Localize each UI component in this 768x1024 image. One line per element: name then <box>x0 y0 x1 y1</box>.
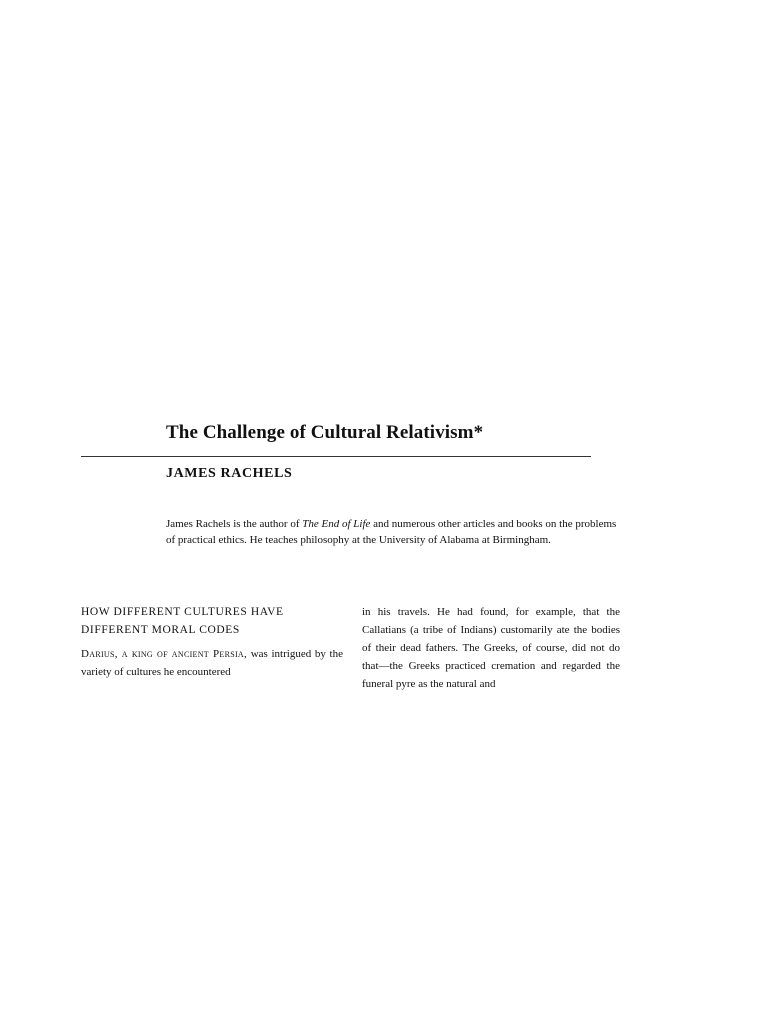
left-column <box>81 603 343 681</box>
right-column <box>362 603 620 693</box>
article-author: JAMES RACHELS <box>166 466 293 481</box>
left-column-paragraph <box>81 645 343 681</box>
author-bio <box>166 516 626 548</box>
left-body-text: was intrigued by the variety of cultures he encountered <box>81 648 343 678</box>
bio-text-before: James Rachels is the author of <box>166 518 303 530</box>
right-column-paragraph: in his travels. He had found, for example, that the Callatians (a tribe of Indians) customarily ate the bodies of their dead fathers. The Greeks, of course, did not do that—the Greeks practiced cremation and regarded the funeral pyre as the natural and <box>362 606 620 690</box>
lead-in-text: Darius, a king of ancient Persia, <box>81 648 248 660</box>
bio-book-title: The End of Life <box>302 518 371 530</box>
article-title: The Challenge of Cultural Relativism* <box>166 422 484 443</box>
section-heading: HOW DIFFERENT CULTURES HAVE DIFFERENT MORAL CODES <box>81 606 284 636</box>
title-divider <box>81 456 591 457</box>
bio-text-after: and numerous other articles and books on the problems of practical ethics. He teaches philosophy at the University of Alabama at Birmingham. <box>166 518 617 546</box>
